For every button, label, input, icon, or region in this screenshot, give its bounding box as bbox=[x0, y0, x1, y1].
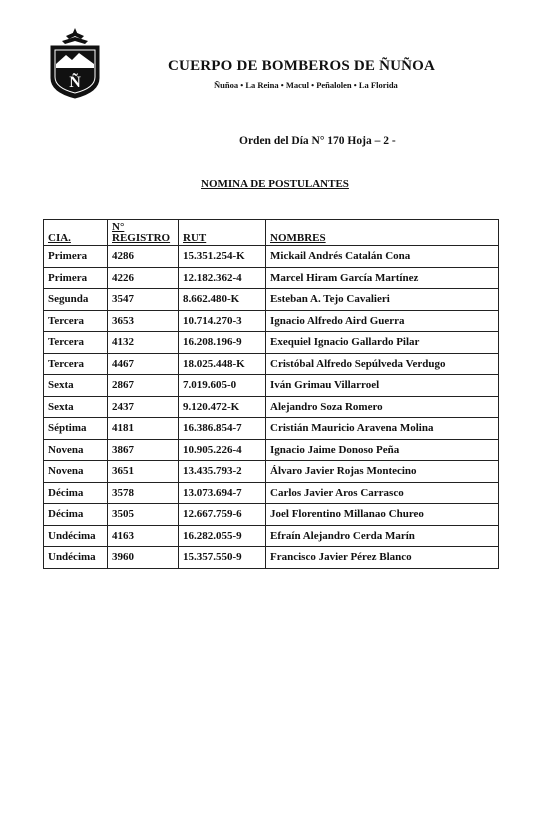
page-subtitle: Ñuñoa • La Reina • Macul • Peñalolen • La Florida bbox=[214, 80, 398, 90]
cell-nombre: Ignacio Jaime Donoso Peña bbox=[266, 439, 499, 461]
table-row bbox=[44, 504, 499, 526]
cell-rut: 9.120.472-K bbox=[179, 396, 266, 418]
table-row bbox=[44, 418, 499, 440]
cell-rut: 12.182.362-4 bbox=[179, 267, 266, 289]
header-cia: CIA. bbox=[44, 220, 108, 246]
cell-cia: Sexta bbox=[44, 396, 108, 418]
cell-nombre: Cristián Mauricio Aravena Molina bbox=[266, 418, 499, 440]
table-row bbox=[44, 547, 499, 569]
cell-nombre: Iván Grimau Villarroel bbox=[266, 375, 499, 397]
table-row bbox=[44, 353, 499, 375]
cell-cia: Séptima bbox=[44, 418, 108, 440]
header-registro-top: N° bbox=[112, 221, 125, 233]
cell-cia: Décima bbox=[44, 504, 108, 526]
cell-registro: 4226 bbox=[108, 267, 179, 289]
cell-nombre: Joel Florentino Millanao Chureo bbox=[266, 504, 499, 526]
postulantes-table bbox=[43, 219, 499, 569]
cell-registro: 3547 bbox=[108, 289, 179, 311]
cell-registro: 3867 bbox=[108, 439, 179, 461]
cell-registro: 3651 bbox=[108, 461, 179, 483]
cell-cia: Tercera bbox=[44, 353, 108, 375]
cell-rut: 8.662.480-K bbox=[179, 289, 266, 311]
cell-cia: Décima bbox=[44, 482, 108, 504]
table-row bbox=[44, 375, 499, 397]
cell-registro: 4163 bbox=[108, 525, 179, 547]
fire-department-crest-icon bbox=[48, 26, 102, 100]
cell-cia: Tercera bbox=[44, 310, 108, 332]
cell-cia: Undécima bbox=[44, 547, 108, 569]
cell-registro: 4181 bbox=[108, 418, 179, 440]
cell-rut: 16.208.196-9 bbox=[179, 332, 266, 354]
cell-nombre: Ignacio Alfredo Aird Guerra bbox=[266, 310, 499, 332]
cell-nombre: Francisco Javier Pérez Blanco bbox=[266, 547, 499, 569]
cell-registro: 2867 bbox=[108, 375, 179, 397]
table-row bbox=[44, 289, 499, 311]
cell-cia: Segunda bbox=[44, 289, 108, 311]
cell-rut: 15.351.254-K bbox=[179, 246, 266, 268]
cell-nombre: Marcel Hiram García Martínez bbox=[266, 267, 499, 289]
cell-rut: 10.905.226-4 bbox=[179, 439, 266, 461]
cell-rut: 13.073.694-7 bbox=[179, 482, 266, 504]
cell-registro: 4132 bbox=[108, 332, 179, 354]
cell-rut: 10.714.270-3 bbox=[179, 310, 266, 332]
cell-cia: Novena bbox=[44, 439, 108, 461]
cell-registro: 3653 bbox=[108, 310, 179, 332]
cell-rut: 7.019.605-0 bbox=[179, 375, 266, 397]
cell-registro: 4286 bbox=[108, 246, 179, 268]
cell-nombre: Mickail Andrés Catalán Cona bbox=[266, 246, 499, 268]
cell-nombre: Alejandro Soza Romero bbox=[266, 396, 499, 418]
header-registro-bottom: REGISTRO bbox=[112, 232, 171, 244]
table-row bbox=[44, 525, 499, 547]
header-nombres: NOMBRES bbox=[266, 220, 499, 246]
table-row bbox=[44, 396, 499, 418]
section-title: NOMINA DE POSTULANTES bbox=[201, 178, 349, 190]
cell-rut: 18.025.448-K bbox=[179, 353, 266, 375]
crest-flame-ornament bbox=[62, 28, 88, 44]
table-row bbox=[44, 482, 499, 504]
cell-rut: 16.282.055-9 bbox=[179, 525, 266, 547]
cell-registro: 3960 bbox=[108, 547, 179, 569]
header-rut: RUT bbox=[179, 220, 266, 246]
table-row bbox=[44, 332, 499, 354]
cell-rut: 16.386.854-7 bbox=[179, 418, 266, 440]
cell-registro: 3578 bbox=[108, 482, 179, 504]
table-row bbox=[44, 461, 499, 483]
table-body bbox=[44, 246, 499, 569]
crest-letter: Ñ bbox=[69, 74, 81, 91]
cell-registro: 4467 bbox=[108, 353, 179, 375]
cell-nombre: Carlos Javier Aros Carrasco bbox=[266, 482, 499, 504]
table-row bbox=[44, 310, 499, 332]
header-registro bbox=[108, 220, 179, 246]
cell-cia: Tercera bbox=[44, 332, 108, 354]
table-row bbox=[44, 267, 499, 289]
cell-nombre: Efraín Alejandro Cerda Marín bbox=[266, 525, 499, 547]
cell-cia: Novena bbox=[44, 461, 108, 483]
page-title: CUERPO DE BOMBEROS DE ÑUÑOA bbox=[168, 58, 436, 74]
cell-registro: 3505 bbox=[108, 504, 179, 526]
cell-cia: Primera bbox=[44, 246, 108, 268]
cell-cia: Sexta bbox=[44, 375, 108, 397]
cell-rut: 15.357.550-9 bbox=[179, 547, 266, 569]
table-row bbox=[44, 439, 499, 461]
cell-rut: 12.667.759-6 bbox=[179, 504, 266, 526]
orden-del-dia: Orden del Día N° 170 Hoja – 2 - bbox=[239, 135, 396, 147]
cell-nombre: Cristóbal Alfredo Sepúlveda Verdugo bbox=[266, 353, 499, 375]
cell-rut: 13.435.793-2 bbox=[179, 461, 266, 483]
table-row bbox=[44, 246, 499, 268]
table-header-row bbox=[44, 220, 499, 246]
cell-nombre: Esteban A. Tejo Cavalieri bbox=[266, 289, 499, 311]
cell-nombre: Exequiel Ignacio Gallardo Pilar bbox=[266, 332, 499, 354]
cell-cia: Undécima bbox=[44, 525, 108, 547]
cell-registro: 2437 bbox=[108, 396, 179, 418]
cell-nombre: Álvaro Javier Rojas Montecino bbox=[266, 461, 499, 483]
cell-cia: Primera bbox=[44, 267, 108, 289]
